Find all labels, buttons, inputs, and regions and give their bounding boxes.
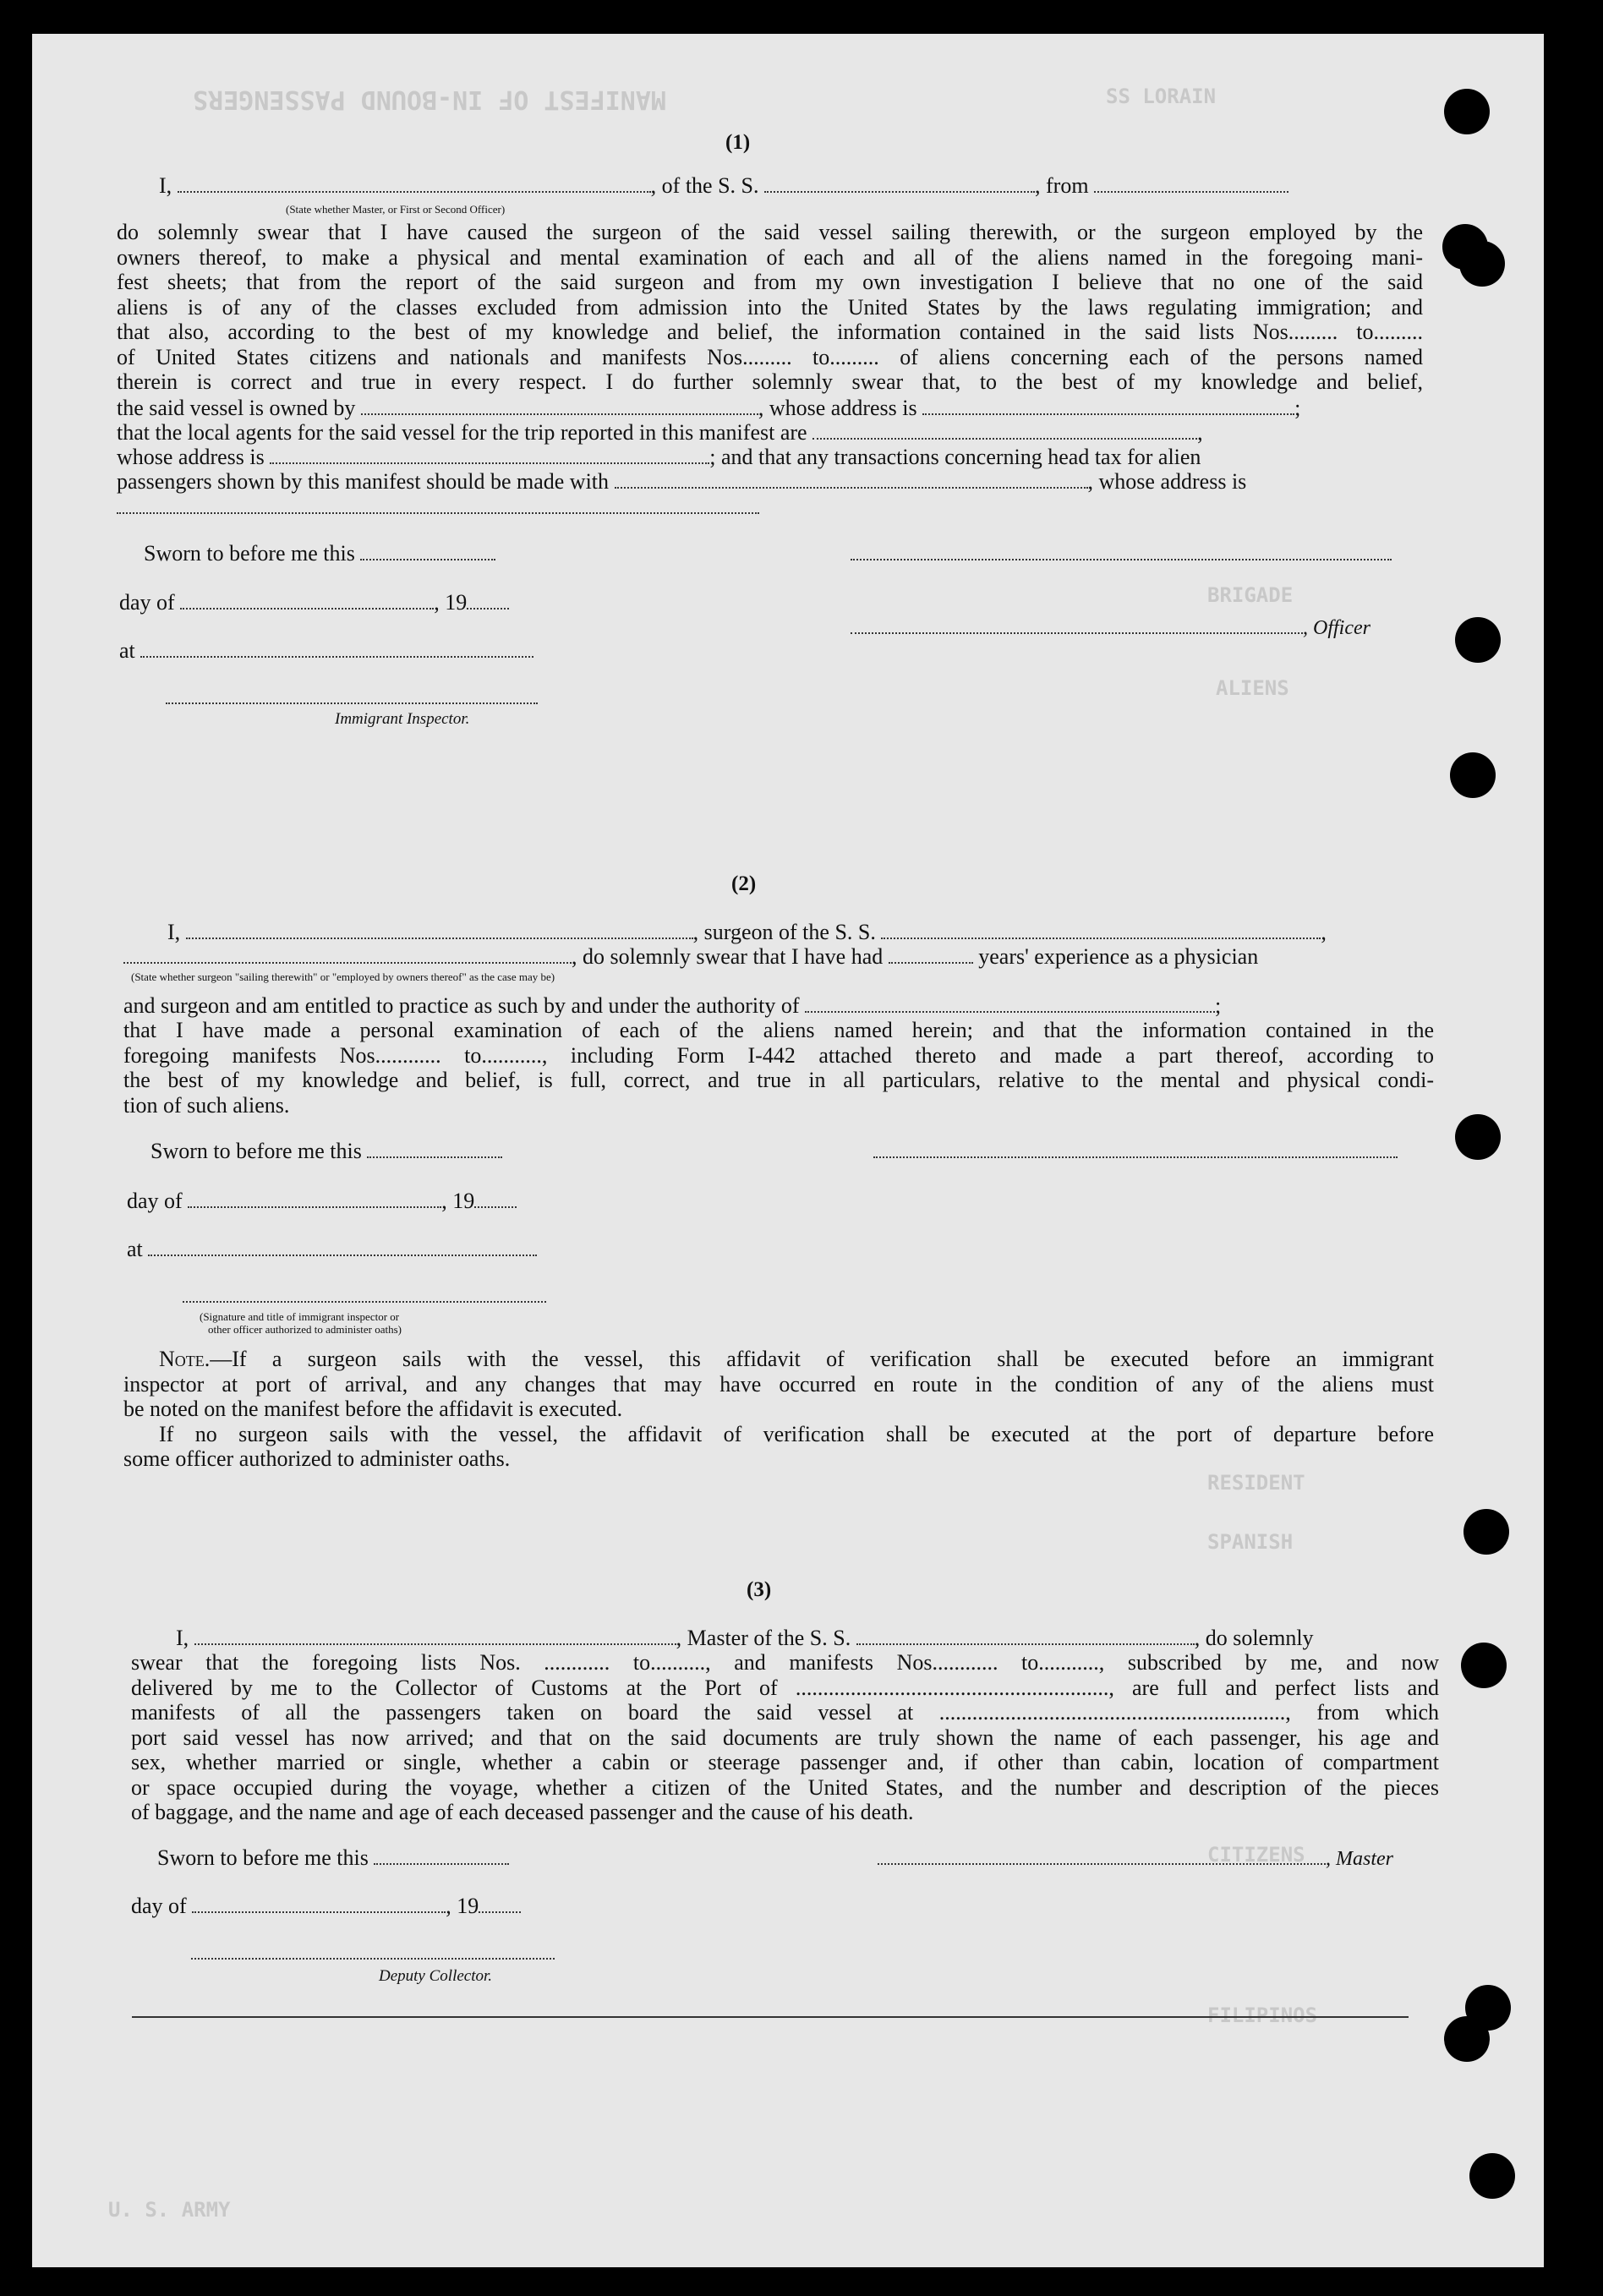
bleed-through-line: SS LORAIN (1106, 85, 1217, 108)
whose-address-label: whose address is (117, 445, 265, 469)
master-signature-field[interactable] (878, 1846, 1326, 1865)
para-line: owners thereof, to make a physical and mental examination of each and all of the aliens named in the foregoing mani- (117, 244, 1423, 270)
punch-hole (1463, 1509, 1509, 1555)
para-line: sex, whether married or single, whether a cabin or steerage passenger and, if other than cabin, location of compartment (131, 1750, 1439, 1774)
at-line (119, 638, 533, 664)
sig-note: (Signature and title of immigrant inspector or (200, 1310, 400, 1323)
bleed-through-line: SPANISH (1207, 1530, 1294, 1554)
sworn-date-field[interactable] (374, 1846, 509, 1865)
bottom-rule (132, 2016, 1409, 2018)
at-label: at (119, 638, 135, 663)
day-of-label: day of (127, 1189, 183, 1213)
day-field[interactable] (192, 1894, 446, 1913)
bleed-through-stamp: MANIFEST OF IN-BOUND PASSENGERS (193, 85, 666, 114)
year-field[interactable] (467, 591, 509, 610)
note-surgeon: (State whether surgeon "sailing therewith" or "employed by owners thereof" as the case may be) (131, 970, 555, 983)
transactions-text: ; and that any transactions concerning head tax for alien (709, 445, 1201, 469)
do-solemnly-text: , do solemnly swear that I have had (572, 944, 884, 969)
punch-hole (1461, 1643, 1507, 1688)
section3-line1 (176, 1626, 1314, 1651)
para-line: tion of such aliens. (123, 1092, 290, 1118)
para-line: If no surgeon sails with the vessel, the affidavit of verification shall be executed at the port of departure before (159, 1421, 1434, 1446)
surgeon-of-label: , surgeon of the S. S. (692, 920, 876, 944)
section2-line1: I, , surgeon of the S. S. , (167, 920, 1327, 944)
sworn-line (144, 541, 495, 566)
surgeon-vessel-field[interactable] (881, 921, 1321, 939)
surgeon-field[interactable] (186, 921, 693, 939)
text-I: I, (167, 920, 181, 944)
day-of-line (127, 1189, 517, 1214)
owned-by-label: the said vessel is owned by (117, 396, 356, 420)
sworn-date-field[interactable] (360, 542, 495, 560)
from-label: , from (1035, 173, 1089, 198)
authority-field[interactable] (805, 994, 1215, 1013)
years-field[interactable] (889, 945, 973, 964)
sig-note: other officer authorized to administer oaths) (208, 1323, 402, 1336)
local-agents-label: that the local agents for the said vessel for the trip reported in this manifest are (117, 420, 807, 445)
section1-paragraph (117, 220, 1423, 395)
para-line: be noted on the manifest before the affidavit is executed. (123, 1397, 623, 1421)
para-line: —If a surgeon sails with the vessel, this affidavit of verification shall be executed before an immigrant (210, 1347, 1434, 1371)
years-text: years' experience as a physician (978, 944, 1259, 969)
sworn-line (157, 1845, 509, 1871)
section3-paragraph (131, 1650, 1439, 1825)
bleed-through-line: FILIPINOS (1207, 2004, 1318, 2027)
para-line: delivered by me to the Collector of Customs at the Port of ........................................................., are full and perfect lists and (131, 1675, 1439, 1700)
year-field[interactable] (474, 1189, 517, 1208)
day-field[interactable] (188, 1189, 441, 1208)
sworn-line (150, 1139, 502, 1164)
day-of-line (131, 1894, 521, 1919)
para-line: foregoing manifests Nos............ to..........., including Form I-442 attached thereto and made a part thereof, according to (123, 1042, 1434, 1068)
punch-hole (1459, 241, 1505, 287)
punch-hole (1469, 2153, 1515, 2199)
para-line: swear that the foregoing lists Nos. ............ to.........., and manifests Nos............ to..........., subscribed by me, and now (131, 1650, 1439, 1675)
manifest-page (32, 34, 1544, 2267)
whose-address-label: , whose address is (758, 396, 917, 420)
inspector-sig-line (183, 1283, 546, 1309)
punch-hole (1450, 752, 1496, 798)
year-label: , 19 (434, 590, 468, 615)
agents-field[interactable] (812, 421, 1197, 440)
day-of-label: day of (119, 590, 175, 615)
para-line: fest sheets; that from the report of the said surgeon and from my own investigation I believe that no one of the said (117, 270, 1423, 294)
owned-by-line: the said vessel is owned by , whose address is ; (117, 396, 1301, 420)
owner-address-field[interactable] (922, 396, 1294, 415)
local-agents-line: that the local agents for the said vessel for the trip reported in this manifest are , (117, 420, 1203, 445)
punch-hole (1455, 617, 1501, 663)
para-line: or space occupied during the voyage, whether a citizen of the United States, and the number and description of the pieces (131, 1774, 1439, 1800)
para-line: that also, according to the best of my knowledge and belief, the information contained in the said lists Nos......... to......... (117, 320, 1423, 344)
master-field[interactable] (178, 174, 651, 193)
day-of-line (119, 590, 509, 615)
authority-line: and surgeon and am entitled to practice as such by and under the authority of ; (123, 993, 1222, 1018)
bleed-through-line: ALIENS (1216, 676, 1289, 700)
year-field[interactable] (479, 1894, 521, 1913)
section2-line2 (123, 944, 1258, 970)
note-label: Note. (159, 1347, 211, 1371)
punch-hole (1444, 89, 1490, 134)
para-line: manifests of all the passengers taken on board the said vessel at ..............................................................., from which (131, 1700, 1439, 1725)
agents-address-line (117, 445, 1201, 470)
text-I: I, (176, 1626, 189, 1650)
head-tax-field[interactable] (615, 470, 1088, 489)
para-line: of United States citizens and nationals and manifests Nos......... to......... of aliens concerning each of the persons named (117, 344, 1423, 369)
vessel-field[interactable] (764, 174, 1035, 193)
whose-address-label: , whose address is (1087, 469, 1247, 494)
inspector-sig-line (166, 685, 538, 710)
para-line: aliens is of any of the classes excluded from admission into the United States by the laws regulating immigration; and (117, 294, 1423, 320)
note-master: (State whether Master, or First or Second Officer) (286, 203, 506, 216)
section1-line1 (159, 173, 1288, 199)
of-ss-label: , of the S. S. (650, 173, 759, 198)
bleed-through-line: U. S. ARMY (108, 2198, 231, 2222)
sworn-label: Sworn to before me this (150, 1139, 362, 1163)
surgeon-status-field[interactable] (123, 945, 572, 964)
passengers-line (117, 469, 1246, 495)
deputy-label: Deputy Collector. (379, 1967, 493, 1985)
para-line: do solemnly swear that I have caused the surgeon of the said vessel sailing therewith, or the surgeon employed by the (117, 220, 1423, 244)
sworn-label: Sworn to before me this (144, 541, 355, 566)
para-line: some officer authorized to administer oaths. (123, 1446, 511, 1471)
para-line: inspector at port of arrival, and any changes that may have occurred en route in the condition of any of the aliens must (123, 1371, 1434, 1397)
authority-label: and surgeon and am entitled to practice as such by and under the authority of (123, 993, 800, 1018)
master-of-label: , Master of the S. S. (676, 1626, 851, 1650)
do-solemnly-text: , do solemnly (1194, 1626, 1314, 1650)
para-line: port said vessel has now arrived; and that on the said documents are truly shown the name of each passenger, his age and (131, 1725, 1439, 1750)
para-line: that I have made a personal examination of each of the aliens named herein; and that the information contained in the (123, 1018, 1434, 1042)
at-field[interactable] (140, 639, 533, 658)
bleed-through-line: CITIZENS (1207, 1843, 1305, 1867)
inspector-label: Immigrant Inspector. (335, 710, 470, 728)
bleed-through-line: RESIDENT (1207, 1471, 1305, 1495)
inspector-signature-field[interactable] (166, 686, 538, 704)
owner-field[interactable] (361, 396, 758, 415)
year-label: , 19 (446, 1894, 479, 1918)
day-field[interactable] (180, 591, 434, 610)
agents-address-field[interactable] (270, 446, 709, 464)
officer-signature-field[interactable] (851, 542, 1392, 560)
section-number: (2) (731, 872, 757, 895)
text-I: I, (159, 173, 172, 198)
master-sig-line (878, 1845, 1393, 1872)
at-label: at (127, 1237, 143, 1261)
punch-hole (1455, 1114, 1501, 1160)
from-field[interactable] (1094, 174, 1288, 193)
sworn-date-field[interactable] (367, 1140, 502, 1158)
para-line: the best of my knowledge and belief, is full, correct, and true in all particulars, relative to the mental and physical condi- (123, 1068, 1434, 1092)
bleed-through-line: BRIGADE (1207, 583, 1294, 607)
at-line (127, 1237, 537, 1262)
at-field[interactable] (148, 1238, 537, 1256)
officer-sig-line (851, 541, 1392, 566)
deputy-sig-line (191, 1940, 555, 1965)
section-number: (1) (725, 131, 751, 154)
passengers-label: passengers shown by this manifest should be made with (117, 469, 610, 494)
head-tax-address-field[interactable] (117, 495, 759, 514)
surgeon-signature-field[interactable] (873, 1140, 1398, 1158)
para-line: therein is correct and true in every respect. I do further solemnly swear that, to the best of my knowledge and belief, (117, 369, 1423, 394)
master-vessel-field[interactable] (856, 1626, 1195, 1645)
sworn-label: Sworn to before me this (157, 1845, 369, 1870)
officer-field[interactable] (851, 615, 1303, 634)
day-of-label: day of (131, 1894, 187, 1918)
year-label: , 19 (441, 1189, 475, 1213)
master-name-field[interactable] (194, 1626, 676, 1645)
master-label: , Master (1326, 1848, 1393, 1870)
officer-line (851, 615, 1370, 641)
address-continuation (117, 495, 759, 520)
section-number: (3) (747, 1578, 772, 1601)
para-line: of baggage, and the name and age of each deceased passenger and the cause of his death. (131, 1800, 914, 1824)
deputy-signature-field[interactable] (191, 1941, 555, 1960)
punch-hole (1444, 2016, 1490, 2062)
inspector-signature-field[interactable] (183, 1284, 546, 1303)
section2-paragraph (123, 1018, 1434, 1118)
officer-label: , Officer (1303, 617, 1370, 639)
surgeon-sig-line (873, 1139, 1398, 1164)
note-paragraph (123, 1347, 1434, 1472)
